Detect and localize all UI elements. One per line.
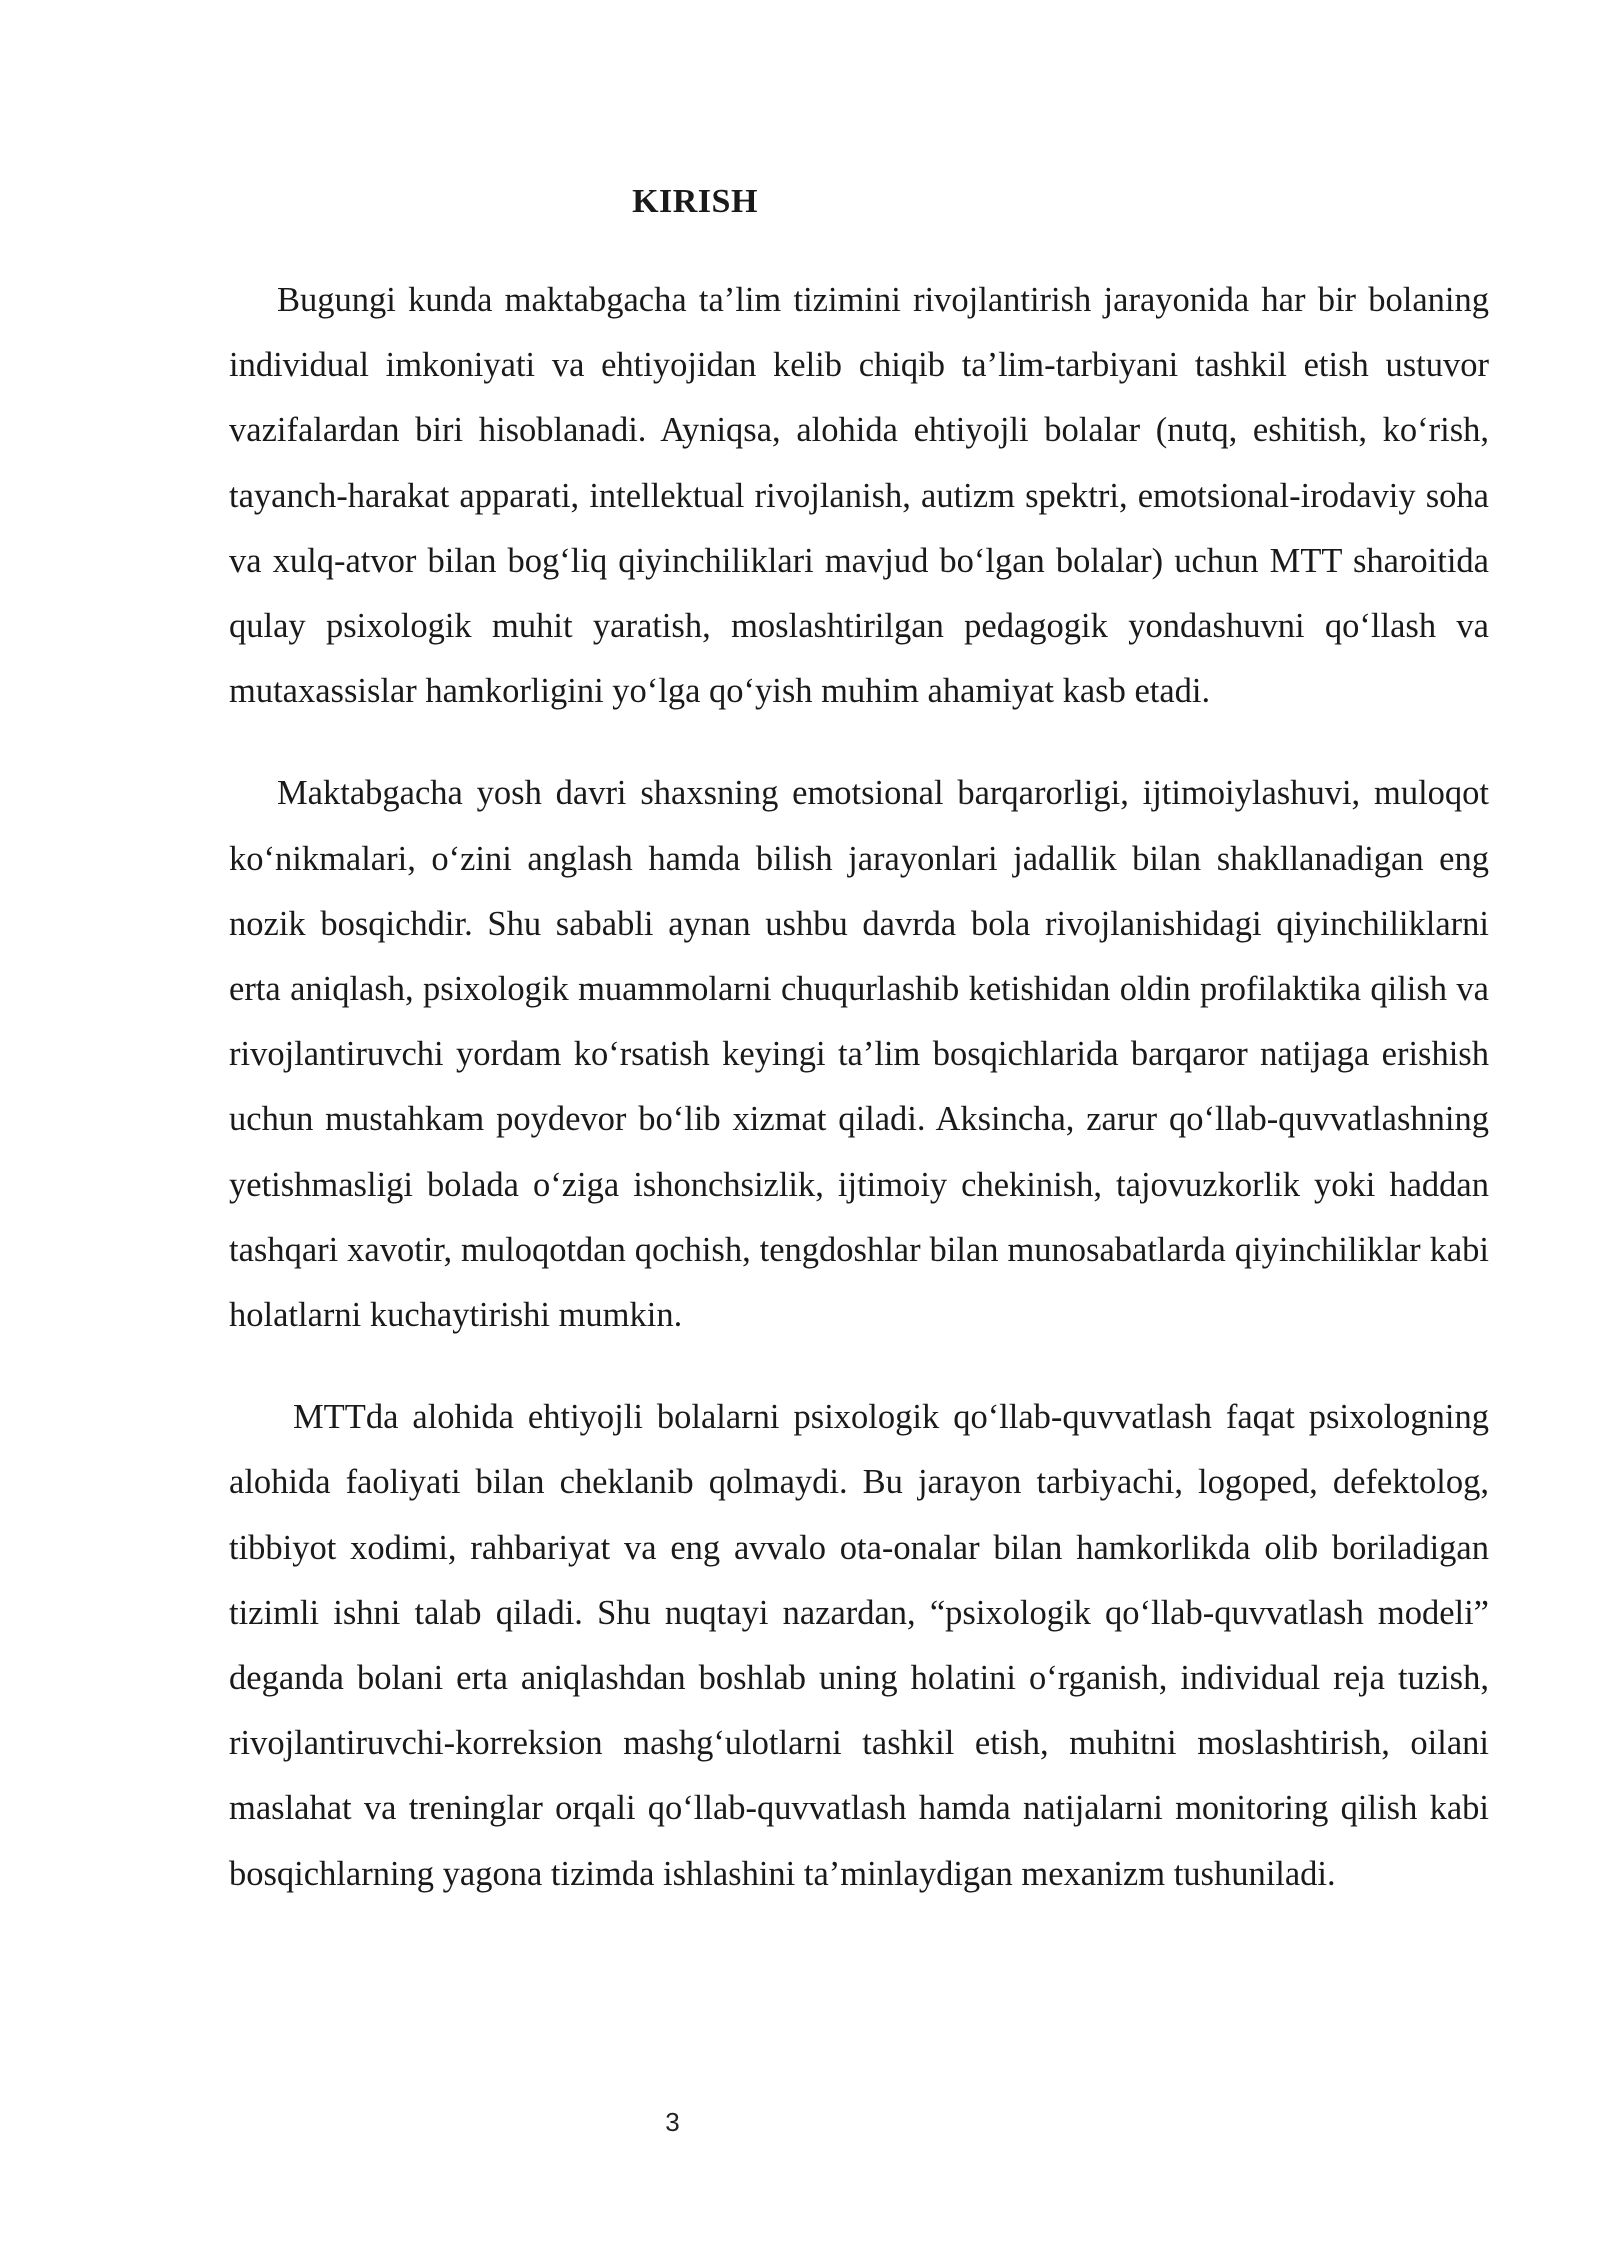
section-heading: KIRISH: [632, 183, 758, 220]
body-text: [229, 268, 1489, 1907]
page-number: 3: [665, 2107, 680, 2137]
paragraph-3: MTTda alohida ehtiyojli bolalarni psixologik qo‘llab-quvvatlash faqat psixologning alohida faoliyati bilan cheklanib qolmaydi. Bu jarayon tarbiyachi, logoped, defektolog, tibbiyot xodimi, rahbariyat va eng avvalo ota-onalar bilan hamkorlikda olib boriladigan tizimli ishni talab qiladi. Shu nuqtayi nazardan, “psixologik qo‘llab-quvvatlash modeli” deganda bolani erta aniqlashdan boshlab uning holatini o‘rganish, individual reja tuzish, rivojlantiruvchi-korreksion mashg‘ulotlarni tashkil etish, muhitni moslashtirish, oilani maslahat va treninglar orqali qo‘llab-quvvatlash hamda natijalarni monitoring qilish kabi bosqichlarning yagona tizimda ishlashini ta’minlaydigan mexanizm tushuniladi.: [229, 1398, 1489, 1893]
paragraph-2: Maktabgacha yosh davri shaxsning emotsional barqarorligi, ijtimoiylashuvi, muloqot ko‘nikmalari, o‘zini anglash hamda bilish jarayonlari jadallik bilan shakllanadigan eng nozik bosqichdir. Shu sababli aynan ushbu davrda bola rivojlanishidagi qiyinchiliklarni erta aniqlash, psixologik muammolarni chuqurlashib ketishidan oldin profilaktika qilish va rivojlantiruvchi yordam ko‘rsatish keyingi ta’lim bosqichlarida barqaror natijaga erishish uchun mustahkam poydevor bo‘lib xizmat qiladi. Aksincha, zarur qo‘llab-quvvatlashning yetishmasligi bolada o‘ziga ishonchsizlik, ijtimoiy chekinish, tajovuzkorlik yoki haddan tashqari xavotir, muloqotdan qochish, tengdoshlar bilan munosabatlarda qiyinchiliklar kabi holatlarni kuchaytirishi mumkin.: [229, 774, 1489, 1335]
paragraph-1: Bugungi kunda maktabgacha ta’lim tizimini rivojlantirish jarayonida har bir bolaning individual imkoniyati va ehtiyojidan kelib chiqib ta’lim-tarbiyani tashkil etish ustuvor vazifalardan biri hisoblanadi. Ayniqsa, alohida ehtiyojli bolalar (nutq, eshitish, ko‘rish, tayanch-harakat apparati, intellektual rivojlanish, autizm spektri, emotsional-irodaviy soha va xulq-atvor bilan bog‘liq qiyinchiliklari mavjud bo‘lgan bolalar) uchun MTT sharoitida qulay psixologik muhit yaratish, moslashtirilgan pedagogik yondashuvni qo‘llash va mutaxassislar hamkorligini yo‘lga qo‘yish muhim ahamiyat kasb etadi.: [229, 281, 1489, 711]
